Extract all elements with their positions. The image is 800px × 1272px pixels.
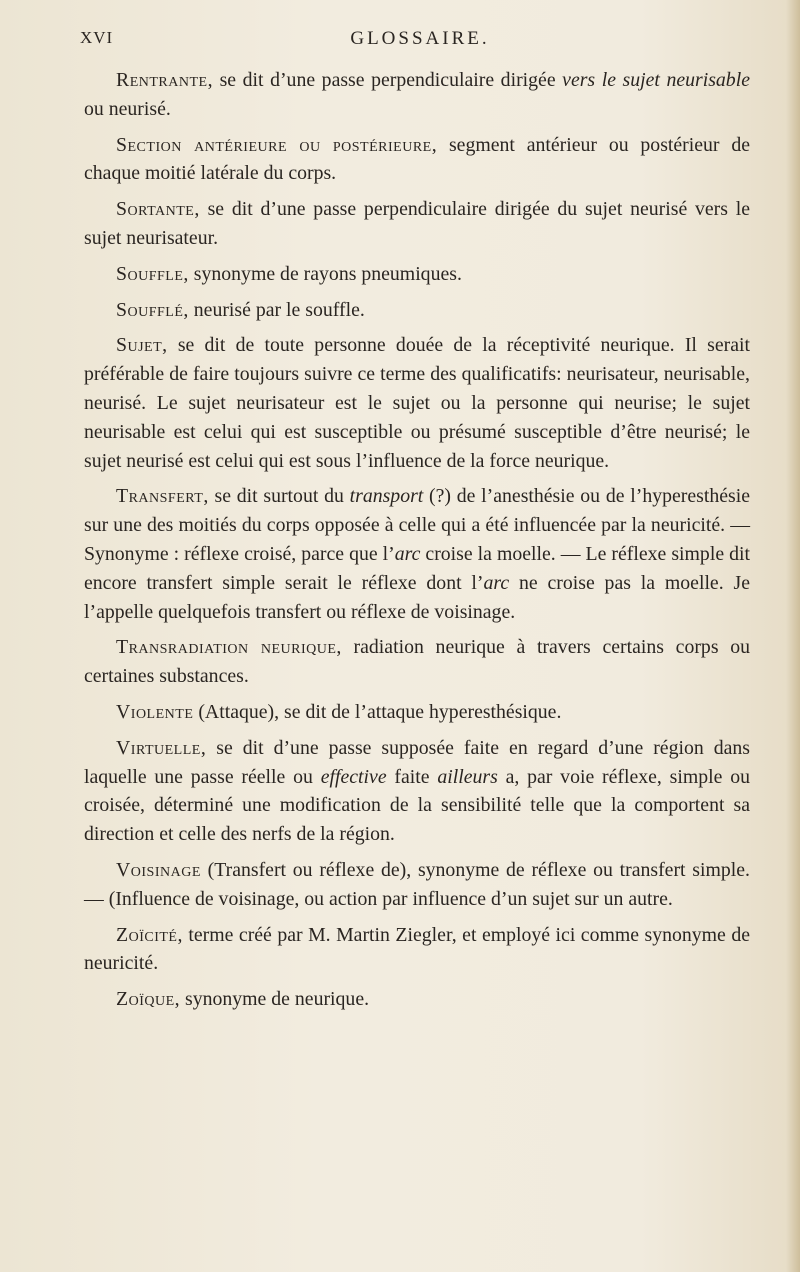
entry-emphasis: transport	[349, 485, 424, 508]
entry-text: terme créé par M. Martin Ziegler, et employé ici comme synonyme de neuricité.	[84, 923, 750, 975]
glossary-entry-voisinage	[84, 856, 750, 914]
page-edge-shadow	[786, 0, 800, 1272]
entry-text: se dit d’une passe supposée faite en regard d’une région dans laquelle une passe réelle ou	[84, 736, 750, 788]
entry-text: ne croise pas la moelle. Je l’appelle quelquefois transfert ou réflexe de voisinage.	[84, 571, 750, 623]
entry-headword: Soufflé,	[116, 298, 189, 321]
entry-text: synonyme de neurique.	[180, 988, 370, 1011]
entry-text: (?) de l’anesthésie ou de l’hyperesthésie sur une des moitiés du corps opposée à celle qui a été influencée par la neuricité. — Synonyme : réflexe croisé, parce que l’	[84, 485, 750, 565]
entry-text: se dit d’une passe perpendiculaire dirigée du sujet neurisé vers le sujet neurisateur.	[84, 198, 750, 249]
entry-emphasis: arc	[394, 542, 421, 565]
entry-text: segment antérieur ou postérieur de chaque moitié latérale du corps.	[84, 133, 750, 185]
glossary-entry-souffle	[84, 260, 750, 289]
glossary-entry-rentrante	[84, 66, 750, 124]
entry-headword: Zoïque,	[116, 988, 181, 1011]
entry-text: (Attaque), se dit de l’attaque hyperesthésique.	[193, 700, 562, 723]
glossary-body	[84, 66, 750, 1021]
glossary-entry-transradiation	[84, 633, 750, 691]
entry-headword: Zoïcité,	[116, 923, 183, 946]
entry-text: faite	[386, 765, 438, 788]
entry-text: croise la moelle. — Le réflexe simple dit encore transfert simple serait le réflexe dont l’	[84, 542, 750, 594]
entry-emphasis: ailleurs	[437, 765, 498, 788]
entry-text: ou neurisé.	[84, 97, 171, 120]
page-header	[0, 28, 800, 58]
entry-text: radiation neurique à travers certains corps ou certaines substances.	[84, 636, 750, 688]
entry-text: a, par voie réflexe, simple ou croisée, déterminé une modification de la sensibilité telle que la comportent sa direction et celle des nerfs de la région.	[84, 765, 750, 846]
page-number: XVI	[80, 28, 114, 47]
glossary-entry-zoique	[84, 985, 750, 1014]
entry-emphasis: arc	[483, 571, 510, 594]
entry-text: neurisé par le souffle.	[188, 298, 365, 321]
glossary-entry-violente	[84, 698, 750, 727]
entry-headword: Transfert,	[116, 485, 209, 508]
entry-headword: Transradiation neurique,	[116, 636, 342, 659]
entry-headword: Sujet,	[116, 334, 168, 357]
entry-emphasis: vers le sujet neurisable	[562, 69, 750, 91]
entry-headword: Virtuelle,	[116, 736, 207, 759]
entry-headword: Section antérieure ou postérieure,	[116, 133, 438, 156]
glossary-entry-transfert	[84, 482, 750, 626]
glossary-entry-virtuelle	[84, 734, 750, 849]
entry-headword: Sortante,	[116, 198, 200, 221]
entry-text: se dit surtout du	[208, 485, 350, 508]
glossary-entry-zoicite	[84, 921, 750, 979]
entry-text: se dit d’une passe perpendiculaire dirigée	[213, 69, 563, 91]
entry-headword: Voisinage	[116, 858, 201, 881]
glossary-entry-souffle-neurise	[84, 296, 750, 325]
glossary-entry-sujet	[84, 331, 750, 475]
entry-text: se dit de toute personne douée de la réceptivité neurique. Il serait préférable de faire toujours suivre ce terme des qualificatifs: neurisateur, neurisable, neurisé. Le sujet neurisateur est le sujet ou la personne qui neurise; le sujet neurisable est celui qui est susceptible ou présumé susceptible d’être neurisé; le sujet neurisé est celui qui est sous l’influence de la force neurique.	[84, 334, 750, 472]
running-title: GLOSSAIRE.	[350, 28, 490, 49]
entry-emphasis: effective	[320, 765, 387, 788]
entry-headword: Souffle,	[116, 262, 189, 285]
entry-text: synonyme de rayons pneumiques.	[188, 262, 462, 285]
entry-headword: Rentrante,	[116, 69, 214, 91]
glossary-entry-section	[84, 131, 750, 189]
entry-headword: Violente	[116, 700, 194, 723]
glossary-entry-sortante	[84, 195, 750, 253]
entry-text: (Transfert ou réflexe de), synonyme de réflexe ou transfert simple. — (Influence de voisinage, ou action par influence d’un sujet sur un autre.	[84, 858, 750, 910]
